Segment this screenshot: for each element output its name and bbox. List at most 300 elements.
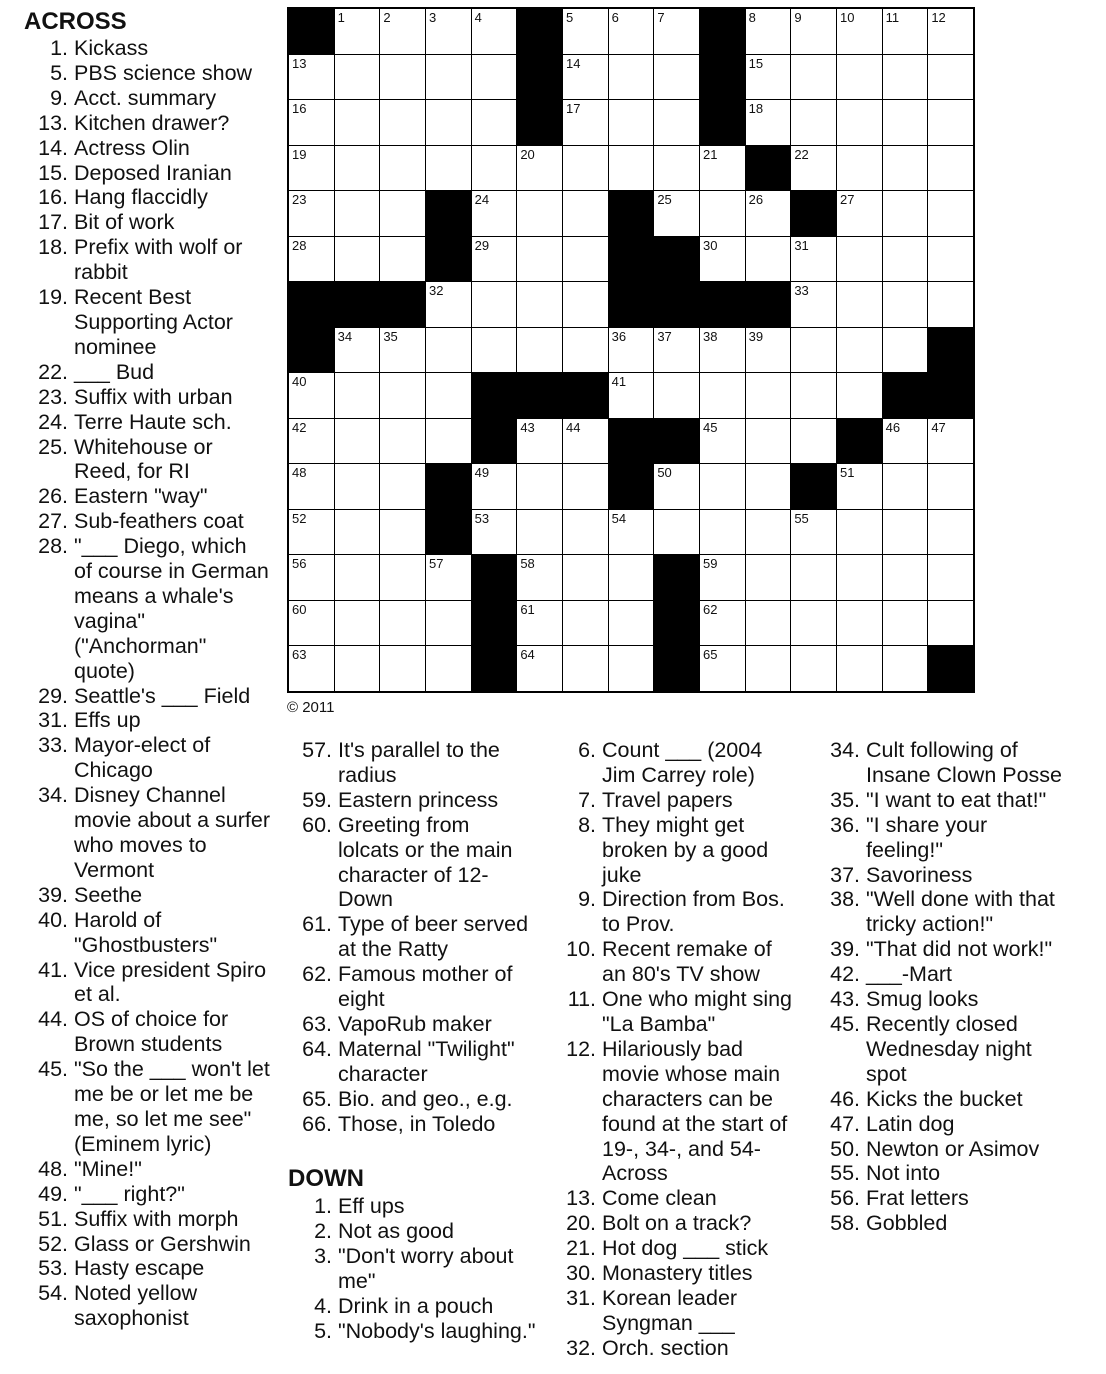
grid-cell[interactable]: [791, 100, 836, 145]
clue-item[interactable]: [560, 1037, 800, 1186]
grid-cell[interactable]: [837, 282, 882, 327]
clue-item[interactable]: [824, 1186, 1069, 1211]
clue-item[interactable]: [30, 1157, 270, 1182]
grid-cell[interactable]: [472, 328, 517, 373]
grid-cell[interactable]: [563, 646, 608, 691]
grid-cell[interactable]: [563, 191, 608, 236]
grid-cell[interactable]: [289, 237, 334, 282]
grid-cell[interactable]: [883, 146, 928, 191]
grid-cell[interactable]: [609, 100, 654, 145]
grid-block: [609, 419, 654, 464]
clue-text: "Mine!": [74, 1156, 142, 1181]
grid-cell[interactable]: [426, 9, 471, 54]
grid-cell[interactable]: [700, 646, 745, 691]
grid-cell[interactable]: [472, 146, 517, 191]
clue-item[interactable]: [824, 863, 1069, 888]
clue-text: Whitehouse or Reed, for RI: [74, 434, 213, 484]
grid-cell[interactable]: [380, 100, 425, 145]
clue-text: ___ Bud: [74, 359, 155, 384]
grid-cell[interactable]: [700, 601, 745, 646]
clue-item[interactable]: [560, 788, 800, 813]
clue-item[interactable]: [296, 912, 536, 962]
grid-cell[interactable]: [746, 646, 791, 691]
clue-number: 32.: [566, 1335, 596, 1360]
grid-cell[interactable]: [654, 510, 699, 555]
grid-cell[interactable]: [609, 646, 654, 691]
clue-item[interactable]: [560, 738, 800, 788]
clue-item[interactable]: [30, 385, 270, 410]
down-clue-list-continued: [560, 738, 800, 1361]
grid-cell[interactable]: [335, 646, 380, 691]
grid-cell[interactable]: [837, 646, 882, 691]
grid-cell[interactable]: [883, 9, 928, 54]
grid-cell[interactable]: [654, 373, 699, 418]
grid-cell[interactable]: [380, 510, 425, 555]
clue-item[interactable]: [30, 1182, 270, 1207]
grid-cell[interactable]: [335, 419, 380, 464]
grid-cell[interactable]: [517, 146, 562, 191]
grid-cell[interactable]: [426, 373, 471, 418]
clue-item[interactable]: [30, 410, 270, 435]
grid-cell[interactable]: [563, 555, 608, 600]
grid-cell[interactable]: [654, 146, 699, 191]
grid-cell[interactable]: [563, 146, 608, 191]
grid-cell[interactable]: [472, 9, 517, 54]
grid-cell[interactable]: [837, 328, 882, 373]
clue-item[interactable]: [824, 1161, 1069, 1186]
clue-number: 36.: [830, 812, 860, 837]
grid-cell[interactable]: [380, 328, 425, 373]
clue-item[interactable]: [824, 788, 1069, 813]
clue-item[interactable]: [824, 887, 1069, 937]
grid-cell[interactable]: [791, 601, 836, 646]
grid-cell[interactable]: [883, 555, 928, 600]
grid-cell[interactable]: [837, 510, 882, 555]
grid-cell[interactable]: [700, 373, 745, 418]
clue-text: Recent remake of an 80's TV show: [602, 937, 772, 987]
grid-cell[interactable]: [472, 464, 517, 509]
clue-item[interactable]: [30, 136, 270, 161]
grid-cell[interactable]: [289, 55, 334, 100]
grid-cell[interactable]: [380, 646, 425, 691]
grid-cell[interactable]: [928, 464, 973, 509]
grid-cell[interactable]: [289, 555, 334, 600]
grid-cell[interactable]: [791, 237, 836, 282]
clue-item[interactable]: [30, 1007, 270, 1057]
grid-cell[interactable]: [609, 328, 654, 373]
clue-text: "So the ___ won't let me be or let me be me, so let me see" (Eminem lyric): [74, 1057, 270, 1156]
grid-cell[interactable]: [791, 282, 836, 327]
grid-cell[interactable]: [335, 510, 380, 555]
grid-cell[interactable]: [791, 9, 836, 54]
grid-cell[interactable]: [335, 191, 380, 236]
clue-item[interactable]: [824, 738, 1069, 788]
clue-item[interactable]: [824, 937, 1069, 962]
clue-item[interactable]: [30, 1057, 270, 1157]
grid-cell[interactable]: [609, 601, 654, 646]
grid-cell[interactable]: [563, 419, 608, 464]
clue-number: 18.: [38, 235, 68, 260]
clue-item[interactable]: [30, 1232, 270, 1257]
grid-cell[interactable]: [883, 646, 928, 691]
grid-cell[interactable]: [563, 510, 608, 555]
clue-number: 8.: [578, 812, 596, 837]
grid-cell[interactable]: [654, 328, 699, 373]
grid-block: [654, 237, 699, 282]
grid-cell[interactable]: [426, 328, 471, 373]
grid-cell[interactable]: [380, 419, 425, 464]
grid-cell[interactable]: [472, 510, 517, 555]
clue-item[interactable]: [30, 86, 270, 111]
clue-item[interactable]: [30, 235, 270, 285]
clue-item[interactable]: [308, 1219, 538, 1244]
grid-cell[interactable]: [883, 328, 928, 373]
grid-cell[interactable]: [928, 9, 973, 54]
grid-cell[interactable]: [426, 282, 471, 327]
clue-text: "Well done with that tricky action!": [866, 887, 1055, 937]
grid-cell[interactable]: [517, 464, 562, 509]
grid-cell[interactable]: [426, 100, 471, 145]
grid-cell[interactable]: [609, 9, 654, 54]
grid-block: [472, 419, 517, 464]
grid-cell[interactable]: [746, 328, 791, 373]
grid-cell[interactable]: [791, 555, 836, 600]
grid-cell[interactable]: [335, 146, 380, 191]
grid-cell[interactable]: [289, 100, 334, 145]
clue-item[interactable]: [30, 908, 270, 958]
clue-text: Frat letters: [866, 1186, 969, 1211]
grid-cell[interactable]: [289, 373, 334, 418]
clue-item[interactable]: [824, 1112, 1069, 1137]
clue-number: 60.: [302, 812, 332, 837]
clue-item[interactable]: [296, 1112, 536, 1137]
grid-cell[interactable]: [563, 601, 608, 646]
grid-cell[interactable]: [837, 146, 882, 191]
grid-cell[interactable]: [883, 191, 928, 236]
grid-cell[interactable]: [289, 464, 334, 509]
grid-cell[interactable]: [791, 419, 836, 464]
grid-cell[interactable]: [335, 373, 380, 418]
clue-item[interactable]: [296, 1037, 536, 1087]
grid-cell[interactable]: [928, 100, 973, 145]
clue-item[interactable]: [30, 958, 270, 1008]
grid-cell[interactable]: [289, 601, 334, 646]
clue-item[interactable]: [30, 883, 270, 908]
clue-item[interactable]: [30, 509, 270, 534]
grid-cell[interactable]: [837, 464, 882, 509]
grid-block: [746, 282, 791, 327]
grid-cell[interactable]: [837, 191, 882, 236]
clue-item[interactable]: [308, 1294, 538, 1319]
grid-cell[interactable]: [426, 555, 471, 600]
grid-cell[interactable]: [472, 100, 517, 145]
clue-item[interactable]: [30, 733, 270, 783]
grid-cell[interactable]: [746, 191, 791, 236]
grid-cell[interactable]: [746, 419, 791, 464]
clue-item[interactable]: [824, 1087, 1069, 1112]
grid-cell[interactable]: [517, 555, 562, 600]
grid-cell[interactable]: [380, 146, 425, 191]
grid-cell[interactable]: [380, 464, 425, 509]
grid-cell[interactable]: [426, 146, 471, 191]
grid-cell[interactable]: [791, 373, 836, 418]
clue-item[interactable]: [560, 1211, 800, 1236]
grid-cell[interactable]: [746, 55, 791, 100]
clue-item[interactable]: [296, 788, 536, 813]
grid-cell[interactable]: [746, 100, 791, 145]
grid-cell[interactable]: [700, 191, 745, 236]
clue-item[interactable]: [308, 1244, 538, 1294]
clue-item[interactable]: [560, 1236, 800, 1261]
grid-cell[interactable]: [517, 646, 562, 691]
clue-text: Seattle's ___ Field: [74, 683, 251, 708]
grid-cell[interactable]: [928, 191, 973, 236]
grid-cell[interactable]: [563, 237, 608, 282]
clue-item[interactable]: [824, 962, 1069, 987]
clue-text: Not into: [866, 1161, 941, 1186]
cell-number: 30: [703, 237, 718, 253]
clue-item[interactable]: [30, 360, 270, 385]
grid-cell[interactable]: [380, 191, 425, 236]
clue-item[interactable]: [30, 684, 270, 709]
clue-number: 35.: [830, 787, 860, 812]
grid-cell[interactable]: [517, 237, 562, 282]
cell-number: 59: [703, 556, 718, 572]
clue-item[interactable]: [824, 1211, 1069, 1236]
clue-number: 45.: [38, 1057, 68, 1082]
clue-text: "Don't worry about me": [338, 1243, 514, 1293]
grid-cell[interactable]: [380, 9, 425, 54]
clue-item[interactable]: [560, 937, 800, 987]
grid-cell[interactable]: [883, 464, 928, 509]
grid-cell[interactable]: [472, 191, 517, 236]
clue-text: Not as good: [338, 1218, 454, 1243]
grid-cell[interactable]: [563, 328, 608, 373]
grid-cell[interactable]: [380, 237, 425, 282]
clue-item[interactable]: [296, 962, 536, 1012]
grid-cell[interactable]: [700, 237, 745, 282]
cell-number: 40: [292, 374, 307, 390]
grid-cell[interactable]: [837, 9, 882, 54]
grid-cell[interactable]: [654, 100, 699, 145]
grid-cell[interactable]: [289, 419, 334, 464]
grid-cell[interactable]: [609, 373, 654, 418]
grid-cell[interactable]: [654, 55, 699, 100]
grid-cell[interactable]: [563, 100, 608, 145]
cell-number: 53: [474, 510, 490, 526]
grid-cell[interactable]: [335, 464, 380, 509]
grid-cell[interactable]: [746, 373, 791, 418]
grid-cell[interactable]: [289, 510, 334, 555]
grid-cell[interactable]: [928, 510, 973, 555]
clue-item[interactable]: [30, 1256, 270, 1281]
clue-item[interactable]: [308, 1319, 538, 1344]
grid-cell[interactable]: [380, 601, 425, 646]
grid-cell[interactable]: [791, 646, 836, 691]
grid-cell[interactable]: [700, 464, 745, 509]
grid-cell[interactable]: [746, 9, 791, 54]
clue-text: Vice president Spiro et al.: [74, 957, 267, 1007]
clue-item[interactable]: [560, 987, 800, 1037]
clue-number: 48.: [38, 1156, 68, 1181]
clue-text: Drink in a pouch: [338, 1293, 494, 1318]
clue-item[interactable]: [296, 813, 536, 913]
clue-item[interactable]: [824, 987, 1069, 1012]
grid-cell[interactable]: [563, 9, 608, 54]
clue-item[interactable]: [560, 1186, 800, 1211]
grid-cell[interactable]: [609, 510, 654, 555]
grid-cell[interactable]: [928, 555, 973, 600]
grid-cell[interactable]: [563, 55, 608, 100]
grid-cell[interactable]: [517, 328, 562, 373]
clue-item[interactable]: [560, 813, 800, 888]
grid-cell[interactable]: [335, 9, 380, 54]
grid-cell[interactable]: [335, 237, 380, 282]
clue-item[interactable]: [30, 61, 270, 86]
grid-cell[interactable]: [837, 55, 882, 100]
cell-number: 52: [292, 510, 307, 526]
grid-cell[interactable]: [883, 510, 928, 555]
grid-cell[interactable]: [791, 328, 836, 373]
clue-item[interactable]: [30, 185, 270, 210]
grid-cell[interactable]: [472, 237, 517, 282]
clue-number: 33.: [38, 733, 68, 758]
grid-cell[interactable]: [335, 601, 380, 646]
grid-cell[interactable]: [609, 146, 654, 191]
grid-cell[interactable]: [335, 555, 380, 600]
clue-text: Gobbled: [866, 1211, 948, 1236]
grid-cell[interactable]: [746, 237, 791, 282]
grid-cell[interactable]: [928, 419, 973, 464]
grid-cell[interactable]: [609, 55, 654, 100]
grid-cell[interactable]: [563, 464, 608, 509]
clue-item[interactable]: [296, 1087, 536, 1112]
grid-cell[interactable]: [883, 282, 928, 327]
grid-cell[interactable]: [426, 419, 471, 464]
grid-cell[interactable]: [928, 237, 973, 282]
grid-cell[interactable]: [654, 464, 699, 509]
grid-cell[interactable]: [700, 328, 745, 373]
clue-item[interactable]: [824, 1012, 1069, 1087]
clue-item[interactable]: [30, 708, 270, 733]
clue-item[interactable]: [30, 285, 270, 360]
grid-cell[interactable]: [380, 555, 425, 600]
clue-item[interactable]: [560, 887, 800, 937]
grid-cell[interactable]: [289, 191, 334, 236]
across-heading: ACROSS: [24, 8, 127, 35]
clue-number: 39.: [830, 937, 860, 962]
grid-cell[interactable]: [654, 9, 699, 54]
grid-cell[interactable]: [746, 601, 791, 646]
grid-cell[interactable]: [837, 601, 882, 646]
grid-cell[interactable]: [791, 55, 836, 100]
clue-item[interactable]: [560, 1336, 800, 1361]
grid-cell[interactable]: [791, 146, 836, 191]
grid-cell[interactable]: [380, 373, 425, 418]
grid-cell[interactable]: [791, 510, 836, 555]
grid-cell[interactable]: [837, 100, 882, 145]
grid-cell[interactable]: [883, 419, 928, 464]
grid-cell[interactable]: [883, 100, 928, 145]
grid-cell[interactable]: [289, 646, 334, 691]
grid-cell[interactable]: [700, 555, 745, 600]
clue-item[interactable]: [824, 813, 1069, 863]
grid-cell[interactable]: [517, 510, 562, 555]
grid-cell[interactable]: [517, 282, 562, 327]
grid-cell[interactable]: [928, 55, 973, 100]
clue-number: 5.: [50, 60, 68, 85]
clue-item[interactable]: [560, 1261, 800, 1286]
clue-text: Direction from Bos. to Prov.: [602, 887, 785, 937]
crossword-grid[interactable]: [287, 7, 975, 693]
grid-cell[interactable]: [746, 555, 791, 600]
clue-number: 31.: [566, 1285, 596, 1310]
grid-cell[interactable]: [426, 601, 471, 646]
grid-cell[interactable]: [335, 55, 380, 100]
clue-item[interactable]: [30, 161, 270, 186]
grid-cell[interactable]: [837, 237, 882, 282]
clue-item[interactable]: [30, 36, 270, 61]
grid-cell[interactable]: [700, 419, 745, 464]
cell-number: 18: [748, 101, 764, 117]
clue-item[interactable]: [30, 534, 270, 683]
clue-item[interactable]: [30, 1281, 270, 1331]
grid-cell[interactable]: [426, 646, 471, 691]
grid-cell[interactable]: [517, 419, 562, 464]
grid-cell[interactable]: [289, 146, 334, 191]
grid-cell[interactable]: [380, 55, 425, 100]
clue-item[interactable]: [30, 210, 270, 235]
clue-item[interactable]: [560, 1286, 800, 1336]
grid-cell[interactable]: [517, 191, 562, 236]
grid-cell[interactable]: [837, 555, 882, 600]
grid-cell[interactable]: [472, 282, 517, 327]
grid-cell[interactable]: [700, 146, 745, 191]
grid-cell[interactable]: [746, 464, 791, 509]
grid-cell[interactable]: [472, 55, 517, 100]
clue-item[interactable]: [30, 435, 270, 485]
grid-cell[interactable]: [928, 146, 973, 191]
grid-cell[interactable]: [609, 555, 654, 600]
grid-cell[interactable]: [928, 601, 973, 646]
grid-cell[interactable]: [517, 601, 562, 646]
grid-cell[interactable]: [335, 328, 380, 373]
clue-item[interactable]: [30, 111, 270, 136]
clue-text: Kickass: [74, 36, 149, 60]
grid-block: [472, 601, 517, 646]
grid-cell[interactable]: [883, 55, 928, 100]
grid-cell[interactable]: [928, 282, 973, 327]
grid-cell[interactable]: [654, 191, 699, 236]
clue-item[interactable]: [308, 1194, 538, 1219]
clue-item[interactable]: [30, 783, 270, 883]
grid-cell[interactable]: [746, 510, 791, 555]
grid-cell[interactable]: [883, 601, 928, 646]
grid-cell[interactable]: [426, 55, 471, 100]
grid-cell[interactable]: [883, 237, 928, 282]
grid-cell[interactable]: [700, 510, 745, 555]
clue-text: Famous mother of eight: [338, 962, 513, 1012]
grid-cell[interactable]: [335, 100, 380, 145]
clue-item[interactable]: [296, 1012, 536, 1037]
clue-item[interactable]: [824, 1137, 1069, 1162]
clue-item[interactable]: [30, 1207, 270, 1232]
grid-cell[interactable]: [837, 373, 882, 418]
clue-item[interactable]: [30, 484, 270, 509]
clue-number: 25.: [38, 434, 68, 459]
clue-item[interactable]: [296, 738, 536, 788]
grid-cell[interactable]: [563, 282, 608, 327]
